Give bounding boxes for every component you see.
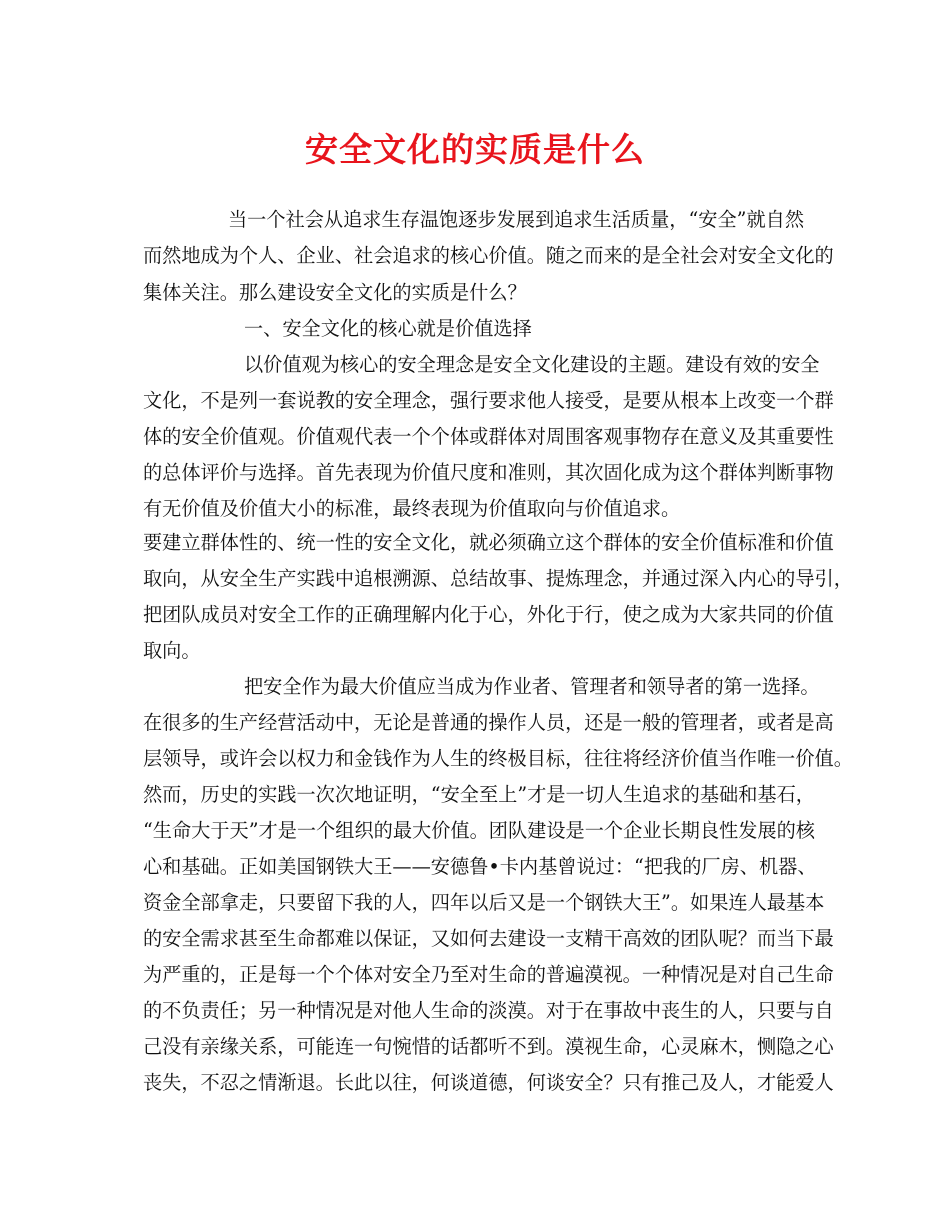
paragraph-line: 在很多的生产经营活动中，无论是普通的操作人员，还是一般的管理者，或者是高 bbox=[143, 711, 834, 734]
paragraph-line: 取向，从安全生产实践中追根溯源、总结故事、提炼理念，并通过深入内心的导引， bbox=[143, 567, 853, 590]
paragraph-line: 以价值观为核心的安全理念是安全文化建设的主题。建设有效的安全 bbox=[244, 353, 820, 376]
paragraph-line: 然而，历史的实践一次次地证明，“安全至上”才是一切人生追求的基础和基石， bbox=[143, 783, 815, 806]
paragraph-line: 体的安全价值观。价值观代表一个个体或群体对周围客观事物存在意义及其重要性 bbox=[143, 425, 834, 448]
paragraph-line: 丧失，不忍之情渐退。长此以往，何谈道德，何谈安全？只有推己及人，才能爱人 bbox=[143, 1071, 834, 1094]
paragraph-line: 的总体评价与选择。首先表现为价值尺度和准则，其次固化成为这个群体判断事物 bbox=[143, 461, 834, 484]
paragraph-line: 有无价值及价值大小的标准，最终表现为价值取向与价值追求。 bbox=[143, 497, 681, 520]
paragraph-line: 要建立群体性的、统一性的安全文化，就必须确立这个群体的安全价值标准和价值 bbox=[143, 531, 834, 554]
section-heading: 一、安全文化的核心就是价值选择 bbox=[244, 317, 532, 340]
paragraph-line: 当一个社会从追求生存温饱逐步发展到追求生活质量，“安全”就自然 bbox=[228, 208, 805, 231]
paragraph-line: 的不负责任；另一种情况是对他人生命的淡漠。对于在事故中丧生的人，只要与自 bbox=[143, 999, 834, 1022]
paragraph-line: 文化，不是列一套说教的安全理念，强行要求他人接受，是要从根本上改变一个群 bbox=[143, 389, 834, 412]
paragraph-line: 己没有亲缘关系，可能连一句惋惜的话都听不到。漠视生命，心灵麻木，恻隐之心 bbox=[143, 1035, 834, 1058]
paragraph-line: “生命大于天”才是一个组织的最大价值。团队建设是一个企业长期良性发展的核 bbox=[143, 819, 815, 842]
paragraph-line: 而然地成为个人、企业、社会追求的核心价值。随之而来的是全社会对安全文化的 bbox=[143, 244, 834, 267]
paragraph-line: 取向。 bbox=[143, 639, 201, 662]
paragraph-line: 为严重的，正是每一个个体对安全乃至对生命的普遍漠视。一种情况是对自己生命 bbox=[143, 963, 834, 986]
paragraph-line: 资金全部拿走，只要留下我的人，四年以后又是一个钢铁大王”。如果连人最基本 bbox=[143, 891, 825, 914]
paragraph-line: 层领导，或许会以权力和金钱作为人生的终极目标，往往将经济价值当作唯一价值。 bbox=[143, 747, 853, 770]
paragraph-line: 心和基础。正如美国钢铁大王——安德鲁•卡内基曾说过：“把我的厂房、机器、 bbox=[143, 855, 817, 878]
paragraph-line: 把团队成员对安全工作的正确理解内化于心，外化于行，使之成为大家共同的价值 bbox=[143, 603, 834, 626]
paragraph-line: 把安全作为最大价值应当成为作业者、管理者和领导者的第一选择。 bbox=[244, 675, 820, 698]
page-title: 安全文化的实质是什么 bbox=[305, 130, 645, 169]
paragraph-line: 的安全需求甚至生命都难以保证，又如何去建设一支精干高效的团队呢？而当下最 bbox=[143, 927, 834, 950]
paragraph-line: 集体关注。那么建设安全文化的实质是什么？ bbox=[143, 281, 527, 304]
